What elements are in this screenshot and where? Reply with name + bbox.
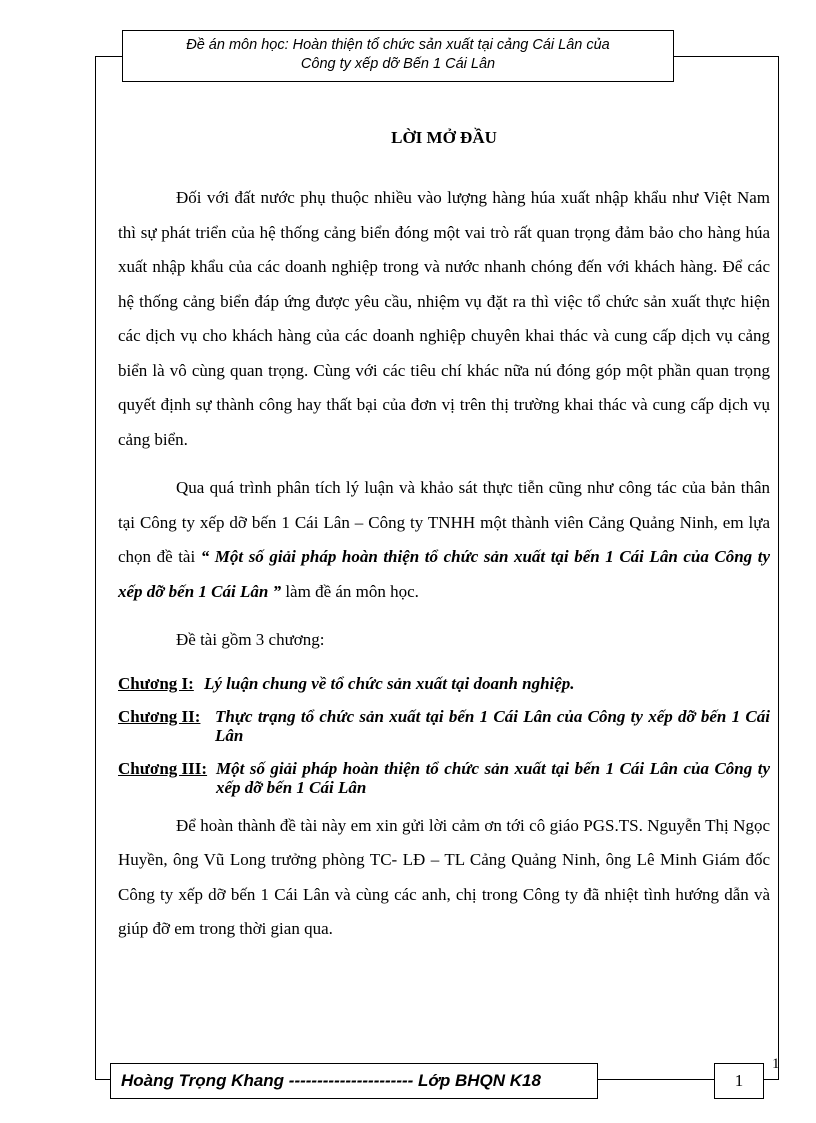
page-number-box xyxy=(714,1063,764,1099)
chapter-2-label: Chương II: xyxy=(118,706,201,726)
header-line-1: Đề án môn học: Hoàn thiện tổ chức sản xuất tại cảng Cái Lân của xyxy=(186,37,610,53)
paragraph-acknowledgement: Để hoàn thành đề tài này em xin gửi lời cảm ơn tới cô giáo PGS.TS. Nguyễn Thị Ngọc Huyền, ông Vũ Long trưởng phòng TC- LĐ – TL Cảng Quảng Ninh, ông Lê Minh Giám đốc Công ty xếp dỡ bến 1 Cái Lân và cùng các anh, chị trong Công ty đã nhiệt tình hướng dẫn và giúp đỡ em trong thời gian qua. xyxy=(118,815,770,938)
header-line-2: Công ty xếp dỡ Bến 1 Cái Lân xyxy=(300,56,496,72)
chapter-1-label: Chương I: xyxy=(118,673,194,693)
page-header xyxy=(122,30,674,82)
document-title: LỜI MỞ ĐẦU xyxy=(391,128,497,147)
paragraph-chapter-count: Đề tài gồm 3 chương: xyxy=(176,630,325,649)
chapter-1 xyxy=(118,674,770,693)
page-number: 1 xyxy=(734,1071,744,1090)
paragraph-intro: Đối với đất nước phụ thuộc nhiều vào lượng hàng húa xuất nhập khẩu như Việt Nam thì sự phát triển của hệ thống cảng biển đóng một vai trò rất quan trọng đảm bảo cho hàng húa xuất nhập khẩu của các doanh nghiệp trong và nước nhanh chóng đến với khách hàng. Để các hệ thống cảng biển đáp ứng được yêu cầu, nhiệm vụ đặt ra thì việc tổ chức sản xuất thực hiện các dịch vụ cho khách hàng của các doanh nghiệp chuyên khai thác và cung cấp dịch vụ cảng biển là vô cùng quan trọng. Cùng với các tiêu chí khác nữa nú đóng góp một phần quan trọng quyết định sự thành công hay thất bại của đơn vị trên thị trường khai thác và cung cấp dịch vụ cảng biển. xyxy=(118,188,770,449)
chapter-3-label: Chương III: xyxy=(118,758,208,778)
chapter-1-title: Lý luận chung về tổ chức sản xuất tại doanh nghiệp. xyxy=(204,673,575,693)
chapter-3-title: Một số giải pháp hoàn thiện tổ chức sản xuất tại bến 1 Cái Lân của Công ty xếp dỡ bến 1 Cái Lân xyxy=(216,758,770,797)
paragraph-topic xyxy=(118,471,770,609)
document-body xyxy=(118,125,770,961)
page-corner-mark: 1 xyxy=(772,1056,780,1072)
chapter-2 xyxy=(118,707,770,745)
page-footer xyxy=(110,1063,598,1099)
chapter-3 xyxy=(118,759,770,797)
topic-trail-text: làm đề án môn học. xyxy=(281,581,419,601)
chapter-2-title: Thực trạng tổ chức sản xuất tại bến 1 Cái Lân của Công ty xếp dỡ bến 1 Cái Lân xyxy=(215,706,770,745)
footer-author: Hoàng Trọng Khang ---------------------- Lớp BHQN K18 xyxy=(121,1071,541,1090)
topic-lead-text: Qua quá trình phân tích lý luận và khảo sát thực tiễn cũng như công tác của bản thân tại Công ty xếp dỡ bến 1 Cái Lân – Công ty TNHH một thành viên Cảng Quảng Ninh, em lựa chọn đề tài xyxy=(118,478,770,566)
topic-title: “ Một số giải pháp hoàn thiện tổ chức sản xuất tại bến 1 Cái Lân của Công ty xếp dỡ bến 1 Cái Lân ” xyxy=(118,547,770,601)
